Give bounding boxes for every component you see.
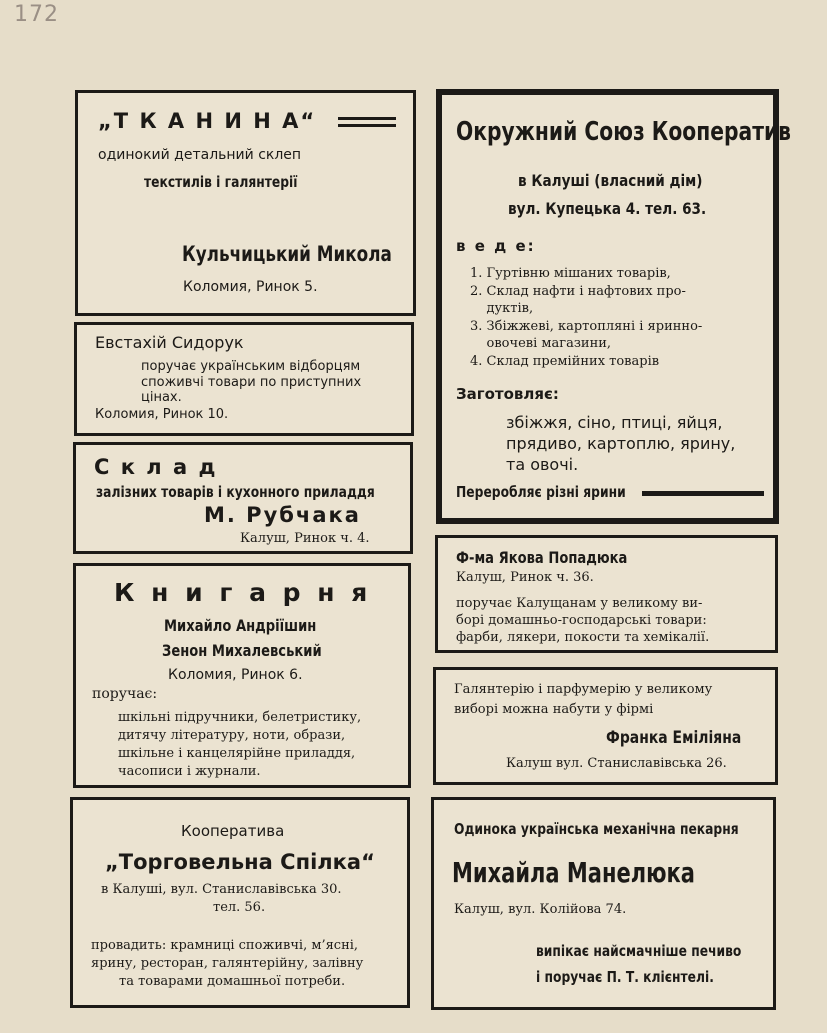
ad-syduruk-name: Евстахій Сидорук (95, 333, 244, 352)
ad-emilian-address: Калуш вул. Станиславівська 26. (506, 756, 727, 771)
ad-tkanyna-owner: Кульчицький Микола (182, 242, 392, 266)
ad-maneliuk (431, 797, 776, 1010)
ad-emilian-line1: Галянтерію і парфумерію у великому (454, 682, 713, 697)
ad-soyuz-list-item: 4. Склад премійних товарів (470, 353, 660, 369)
ad-knyharnia (73, 563, 411, 788)
ad-soyuz-title: Окружний Союз Кооператив (456, 117, 791, 147)
ad-soyuz-goods1: збіжжя, сіно, птиці, яйця, (506, 413, 723, 432)
ad-soyuz-list-item: 2. Склад нафти і нафтових про- (470, 283, 686, 299)
ad-spilka-title: „Торговельна Спілка“ (105, 850, 375, 874)
ad-knyharnia-body3: шкільне і канцелярійне приладдя, (118, 746, 356, 761)
ad-rubchak-owner: М. Рубчака (204, 503, 361, 527)
ad-popadiuk (435, 535, 778, 653)
ad-rubchak-address: Калуш, Ринок ч. 4. (240, 531, 370, 546)
ad-knyharnia-body4: часописи і журнали. (118, 764, 261, 779)
ad-popadiuk-body3: фарби, лякери, покости та хемікалії. (456, 630, 710, 645)
ad-soyuz (436, 89, 791, 524)
ad-soyuz-footer-rule (642, 491, 764, 496)
ad-syduruk-address: Коломия, Ринок 10. (95, 407, 229, 422)
ad-rubchak (73, 442, 413, 554)
ad-maneliuk-address: Калуш, вул. Колійова 74. (454, 902, 627, 917)
ad-spilka (70, 797, 410, 1008)
ad-soyuz-goods2: прядиво, картоплю, ярину, (506, 434, 736, 453)
ad-syduruk-line1: поручає українським відборцям (141, 359, 361, 374)
ad-spilka-body3: та товарами домашньої потреби. (119, 974, 346, 989)
ad-maneliuk-body2: і поручає П. Т. клієнтелі. (536, 968, 714, 986)
ad-knyharnia-address: Коломия, Ринок 6. (168, 667, 303, 683)
ad-spilka-body1: провадить: крамниці споживчі, м’ясні, (91, 938, 359, 953)
ad-spilka-address2: тел. 56. (213, 900, 266, 915)
ad-soyuz-list (470, 265, 702, 370)
ad-rubchak-title: С к л а д (94, 455, 218, 479)
ad-soyuz-heading2: Заготовляє: (456, 385, 559, 403)
ad-knyharnia-body2: дитячу літературу, ноти, образи, (118, 728, 346, 743)
ad-soyuz-list-item: 1. Гуртівню мішаних товарів, (470, 266, 671, 281)
ad-popadiuk-address: Калуш, Ринок ч. 36. (456, 570, 594, 585)
ad-syduruk (74, 322, 414, 436)
ad-knyharnia-owner2: Зенон Михалевський (162, 641, 322, 660)
ad-popadiuk-body2: борі домашньо-господарські товари: (456, 613, 707, 628)
ad-tkanyna-ornament (338, 117, 396, 127)
ad-spilka-line0: Кооператива (181, 822, 285, 840)
ad-tkanyna (75, 90, 416, 316)
ad-spilka-body2: ярину, ресторан, галянтерійну, залівну (91, 956, 364, 971)
ad-maneliuk-body1: випікає найсмачніше печиво (536, 942, 742, 960)
ad-emilian (433, 667, 778, 785)
ad-soyuz-heading1: в е д е: (456, 237, 536, 255)
ad-soyuz-list-item: овочеві магазини, (470, 336, 612, 351)
ad-knyharnia-owner1: Михайло Андріїшин (164, 616, 317, 635)
ad-knyharnia-title: К н и г а р н я (114, 578, 372, 607)
ad-soyuz-line2: вул. Купецька 4. тел. 63. (508, 199, 707, 218)
ad-soyuz-list-item: 3. Збіжжеві, картопляні і яринно- (470, 318, 703, 334)
ad-emilian-line2: виборі можна набути у фірмі (454, 702, 654, 717)
ad-syduruk-line2: споживчі товари по приступних (141, 375, 362, 390)
ad-knyharnia-lead: поручає: (92, 686, 158, 702)
ad-syduruk-line3: цінах. (141, 390, 182, 405)
ad-maneliuk-line1: Одинока українська механічна пекарня (454, 820, 739, 838)
ad-tkanyna-title: „Т К А Н И Н А“ (98, 109, 317, 133)
ad-soyuz-list-item: дуктів, (470, 301, 534, 316)
ad-spilka-address1: в Калуші, вул. Станиславівська 30. (101, 882, 342, 897)
ad-soyuz-footer: Переробляє різні ярини (456, 483, 626, 501)
ad-popadiuk-body1: поручає Калущанам у великому ви- (456, 596, 703, 611)
ad-emilian-owner: Франка Еміліяна (606, 728, 742, 748)
ad-maneliuk-owner: Михайла Манелюка (452, 856, 695, 889)
ad-soyuz-line1: в Калуші (власний дім) (518, 171, 703, 190)
ad-soyuz-goods3: та овочі. (506, 455, 579, 474)
page-number: 172 (14, 2, 59, 27)
ad-tkanyna-line1: одинокий детальний склеп (98, 147, 302, 163)
ad-tkanyna-address: Коломия, Ринок 5. (183, 279, 318, 295)
ad-tkanyna-line2: текстилів і галянтерії (144, 173, 298, 191)
ad-popadiuk-title: Ф-ма Якова Попадюка (456, 548, 628, 567)
ad-knyharnia-body1: шкільні підручники, белетристику, (118, 710, 362, 725)
ad-rubchak-line1: залізних товарів і кухонного приладдя (96, 483, 375, 501)
